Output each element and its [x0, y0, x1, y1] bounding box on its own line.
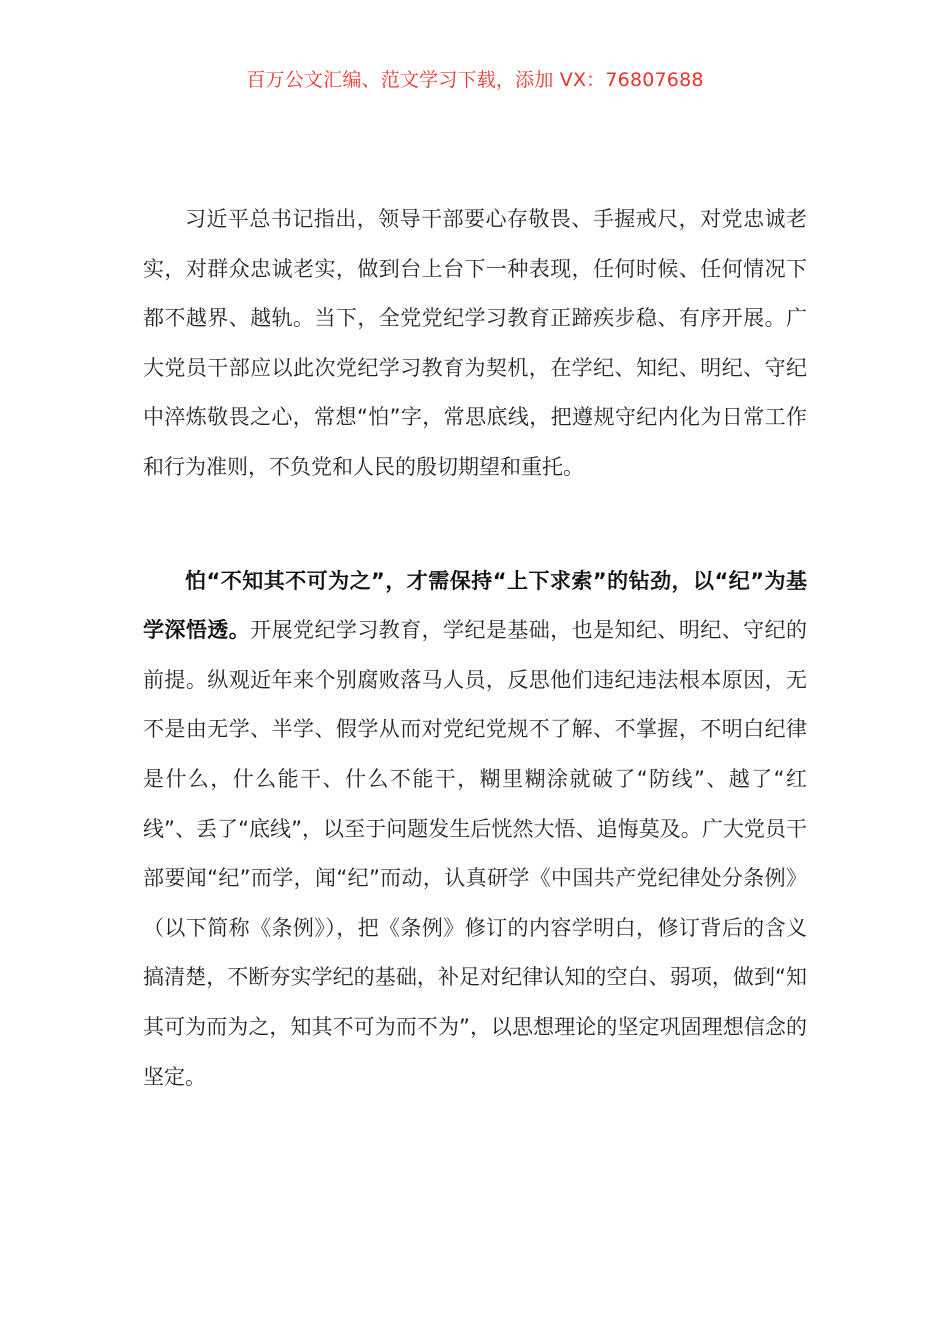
section-one-heading: 怕“不知其不可为之”，才需保持“上下求索”的钻劲，以“纪”为基学深悟透。 [143, 568, 807, 643]
paragraph-section-one [143, 557, 807, 1103]
article-body [143, 195, 807, 1102]
section-one-text: 开展党纪学习教育，学纪是基础，也是知纪、明纪、守纪的前提。纵观近年来个别腐败落马人员，反思他们违纪违法根本原因，无不是由无学、半学、假学从而对党纪党规不了解、不掌握，不明白纪律是什么，什么能干、什么不能干，糊里糊涂就破了“防线”、越了“红线”、丢了“底线”，以至于问题发生后恍然大悟、追悔莫及。广大党员干部要闻“纪”而学，闻“纪”而动，认真研学《中国共产党纪律处分条例》（以下简称《条例》），把《条例》修订的内容学明白，修订背后的含义搞清楚，不断夯实学纪的基础，补足对纪律认知的空白、弱项，做到“知其可为而为之，知其不可为而不为”，以思想理论的坚定巩固理想信念的坚定。 [143, 618, 808, 1089]
paragraph-intro [143, 195, 807, 493]
paragraph-intro-text: 习近平总书记指出，领导干部要心存敬畏、手握戒尺，对党忠诚老实，对群众忠诚老实，做到台上台下一种表现，任何时候、任何情况下都不越界、越轨。当下，全党党纪学习教育正蹄疾步稳、有序开展。广大党员干部应以此次党纪学习教育为契机，在学纪、知纪、明纪、守纪中淬炼敬畏之心，常想“怕”字，常思底线，把遵规守纪内化为日常工作和行为准则，不负党和人民的殷切期望和重托。 [143, 207, 807, 479]
promo-header: 百万公文汇编、范文学习下载，添加 VX：76807688 [246, 69, 704, 91]
